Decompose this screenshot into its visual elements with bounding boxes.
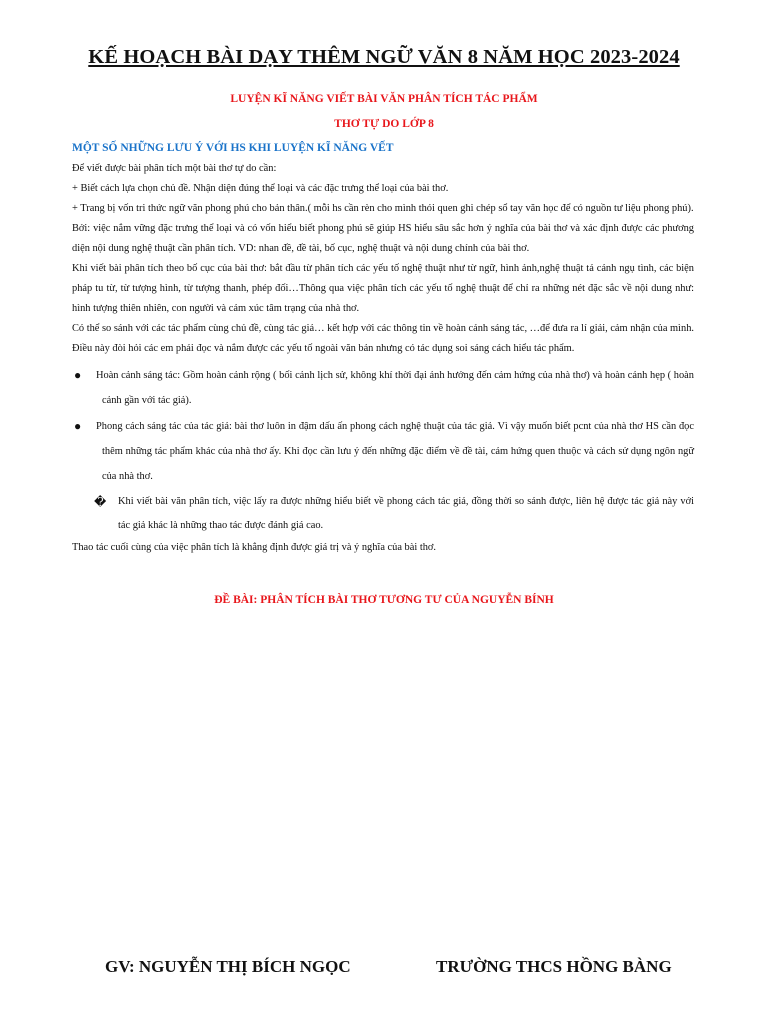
bullet-dot-icon: ●: [74, 419, 82, 433]
sub-bullet-item: [72, 490, 694, 538]
subtitle-line-1: LUYỆN KĨ NĂNG VIẾT BÀI VĂN PHÂN TÍCH TÁC PHẨM: [230, 93, 538, 105]
footer-school: TRƯỜNG THCS HỒNG BÀNG: [436, 957, 672, 976]
section-heading: MỘT SỐ NHỮNG LƯU Ý VỚI HS KHI LUYỆN KĨ NĂNG VẾT: [72, 142, 394, 154]
bullet-text: Phong cách sáng tác của tác giả: bài thơ luôn in đậm dấu ấn phong cách nghệ thuật của tác giả. Vì vậy muốn biết pcnt của nhà thơ HS cần đọc thêm những tác phẩm khác của nhà thơ ấy. Khi đọc cần lưu ý đến những đặc điểm về đề tài, cảm hứng quen thuộc và cách sử dụng ngôn ngữ của nhà thơ.: [96, 421, 694, 482]
paragraph-topic: + Biết cách lựa chọn chủ đề. Nhận diện đúng thể loại và các đặc trưng thể loại của bài thơ.: [72, 183, 449, 194]
bullet-list: [72, 363, 694, 489]
paragraph-knowledge: + Trang bị vốn tri thức ngữ văn phong phú cho bản thân.( mỗi hs cần rèn cho mình thói quen ghi chép sổ tay văn học để có nguồn tư liệu phong phú).: [72, 203, 694, 214]
paragraph-reason: Bởi: việc nắm vững đặc trưng thể loại và có vốn hiểu biết phong phú sẽ giúp HS hiểu sâu sắc hơn ý nghĩa của bài thơ và xác định được các phương diện nội dung nghệ thuật cần phân tích. VD: nhan đề, đề tài, bố cục, nghệ thuật và nội dung chính của bài thơ.: [72, 223, 694, 254]
bullet-text: Hoàn cảnh sáng tác: Gồm hoàn cảnh rộng ( bối cảnh lịch sử, không khí thời đại ảnh hưởng đến cảm hứng của nhà thơ) và hoàn cảnh hẹp ( hoàn cảnh gần với tác giả).: [96, 370, 694, 406]
paragraph-structure: Khi viết bài phân tích theo bố cục của bài thơ: bắt đầu từ phân tích các yếu tố nghệ thuật như từ ngữ, hình ảnh,nghệ thuật tả cảnh ngụ tình, các biện pháp tu từ, từ tượng hình, từ tượng thanh, phép đối…Thông qua việc phân tích các yếu tố nghệ thuật để chỉ ra những nét đặc sắc về nội dung như: hình tượng thiên nhiên, con người và cảm xúc tâm trạng của nhà thơ.: [72, 263, 694, 314]
bullet-dot-icon: ●: [74, 368, 82, 382]
document-title: KẾ HOẠCH BÀI DẠY THÊM NGỮ VĂN 8 NĂM HỌC 2023-2024: [88, 46, 680, 68]
list-item: [72, 363, 694, 413]
paragraph-closing: Thao tác cuối cùng của việc phân tích là khẳng định được giá trị và ý nghĩa của bài thơ.: [72, 542, 437, 553]
document-body: [72, 159, 694, 558]
list-item: [72, 414, 694, 489]
sub-bullet-text: Khi viết bài văn phân tích, việc lấy ra được những hiểu biết về phong cách tác giả, đồng thời so sánh được, liên hệ được tác giả này với tác giả khác là những thao tác được đánh giá cao.: [118, 496, 694, 531]
replacement-char-icon: �: [94, 495, 107, 509]
problem-title: ĐỀ BÀI: PHÂN TÍCH BÀI THƠ TƯƠNG TƯ CỦA NGUYỄN BÍNH: [214, 594, 554, 606]
footer-teacher: GV: NGUYỄN THỊ BÍCH NGỌC: [105, 957, 351, 976]
subtitle-line-2: THƠ TỰ DO LỚP 8: [334, 118, 434, 130]
paragraph-compare: Có thể so sánh với các tác phẩm cùng chủ đề, cùng tác giả… kết hợp với các thông tin về hoàn cảnh sáng tác, …để đưa ra lí giải, cảm nhận của mình. Điều này đòi hỏi các em phải đọc và nắm được các yếu tố ngoài văn bản nhưng có tác dụng soi sáng cách hiểu tác phẩm.: [72, 323, 694, 354]
paragraph-intro: Để viết được bài phân tích một bài thơ tự do cần:: [72, 163, 277, 174]
